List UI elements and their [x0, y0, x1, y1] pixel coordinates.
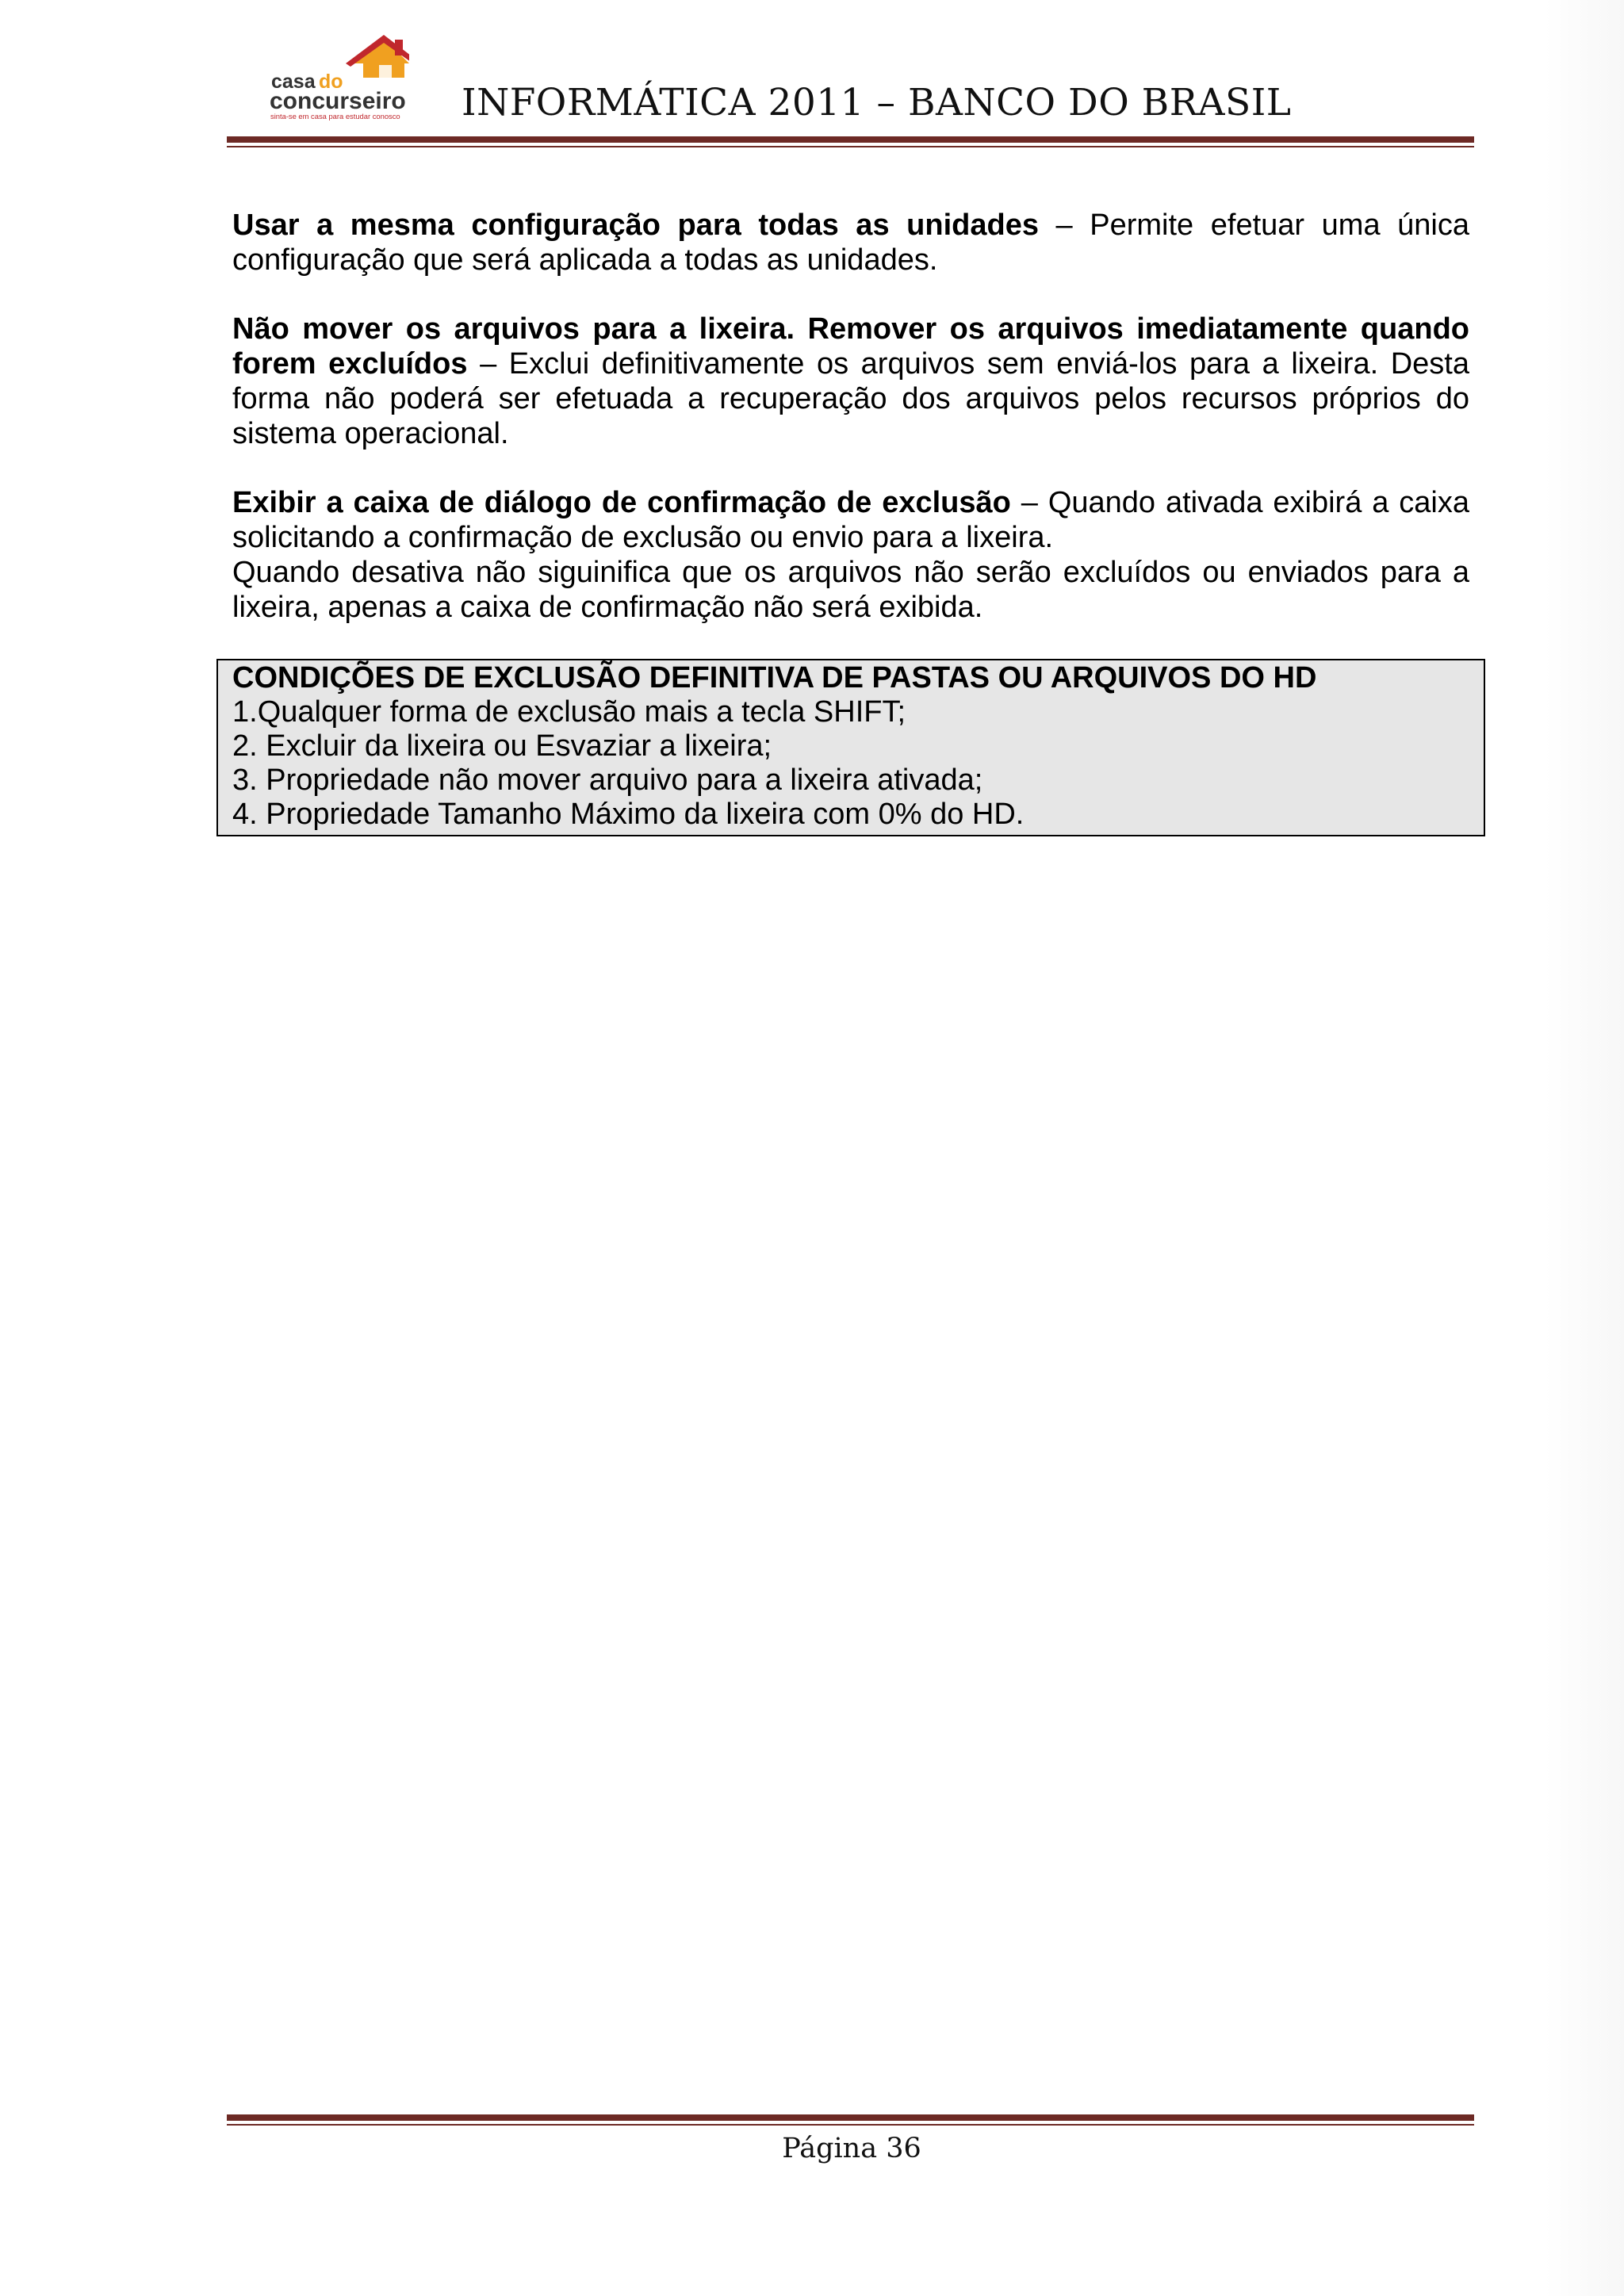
definition: – Quando ativada exibirá a caixa solicitando a confirmação de exclusão ou envio para a lixeira.	[232, 486, 1470, 554]
header-rule-thin	[227, 146, 1474, 147]
term: Usar a mesma configuração para todas as unidades	[232, 209, 1039, 242]
svg-text:sinta-se em casa para estudar: sinta-se em casa para estudar conosco	[270, 112, 400, 121]
paragraph-confirm-dialog	[232, 485, 1469, 555]
list-item: 4. Propriedade Tamanho Máximo da lixeira com 0% do HD.	[232, 798, 1025, 831]
svg-text:casa: casa	[271, 71, 316, 93]
casa-do-concurseiro-logo	[268, 35, 409, 122]
term: Exibir a caixa de diálogo de confirmação de exclusão	[232, 486, 1011, 519]
svg-text:do: do	[319, 71, 343, 93]
footer-rule-thin	[227, 2124, 1474, 2126]
footer-rule	[227, 2114, 1474, 2121]
list-item: 3. Propriedade não mover arquivo para a lixeira ativada;	[232, 763, 983, 797]
paragraph-do-not-move-to-bin	[232, 312, 1469, 451]
list-item: 1.Qualquer forma de exclusão mais a tecla SHIFT;	[232, 695, 906, 729]
definition: – Exclui definitivamente os arquivos sem enviá-los para a lixeira. Desta forma não poderá ser efetuada a recuperação dos arquivos pelos recursos próprios do sistema operacional.	[232, 347, 1469, 450]
paragraph-confirm-dialog-note: Quando desativa não siguinifica que os arquivos não serão excluídos ou enviados para a lixeira, apenas a caixa de confirmação não será exibida.	[232, 556, 1469, 624]
document-header-title: INFORMÁTICA 2011 – BANCO DO BRASIL	[462, 81, 1292, 124]
page-number: Página 36	[782, 2133, 921, 2164]
definition: – Permite efetuar uma única configuração que será aplicada a todas as unidades.	[232, 209, 1469, 277]
box-title: CONDIÇÕES DE EXCLUSÃO DEFINITIVA DE PASTAS OU ARQUIVOS DO HD	[232, 661, 1317, 695]
deletion-conditions-box	[216, 659, 1485, 836]
term: Não mover os arquivos para a lixeira. Remover os arquivos imediatamente quando forem excluídos	[232, 312, 1469, 381]
paragraph-same-config	[232, 208, 1469, 277]
svg-text:concurseiro: concurseiro	[270, 88, 406, 114]
header-rule	[227, 136, 1474, 143]
main-content	[232, 208, 1469, 836]
list-item: 2. Excluir da lixeira ou Esvaziar a lixeira;	[232, 729, 772, 763]
page-edge-shadow	[1545, 0, 1624, 2296]
